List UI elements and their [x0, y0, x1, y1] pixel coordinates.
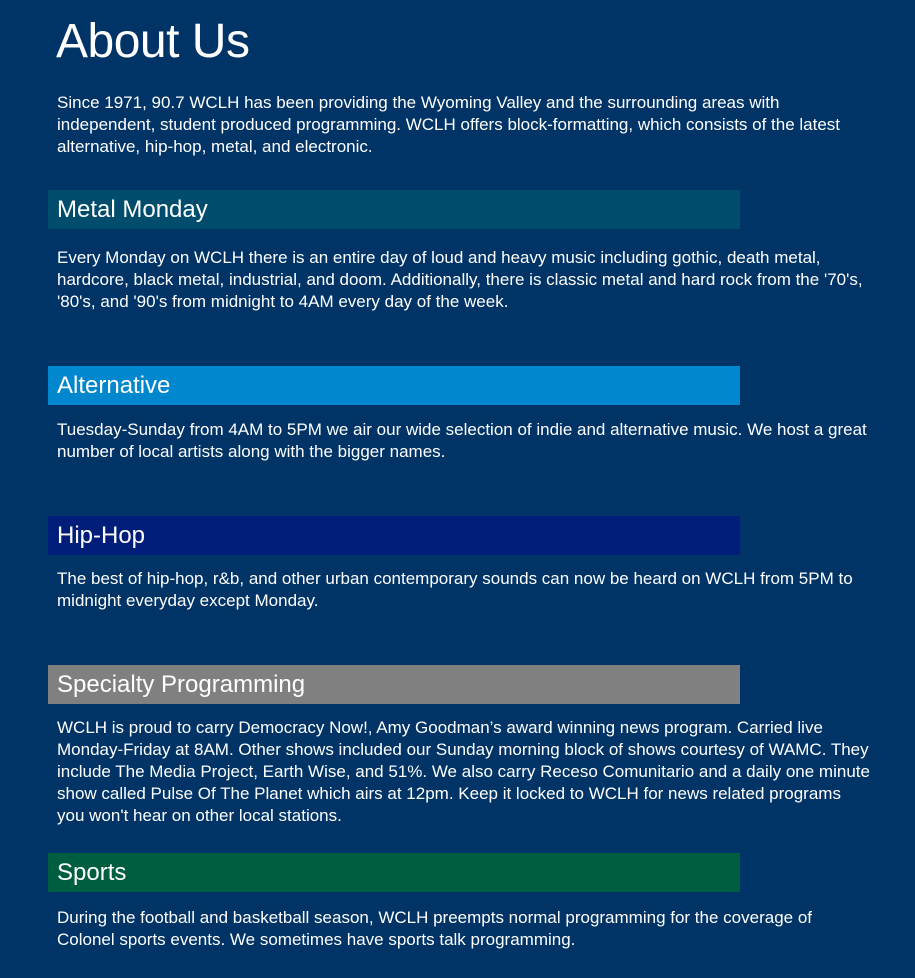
- section-heading: Hip-Hop: [57, 522, 146, 549]
- section-body-sports: During the football and basketball season, WCLH preempts normal programming for the coverage of Colonel sports events. We sometimes have sports talk programming.: [57, 908, 812, 949]
- section-body-hip-hop: The best of hip-hop, r&b, and other urban contemporary sounds can now be heard on WCLH from 5PM to midnight everyday except Monday.: [57, 569, 853, 610]
- page-title: About Us: [56, 15, 250, 68]
- section-body-alternative: Tuesday-Sunday from 4AM to 5PM we air our wide selection of indie and alternative music. We host a great number of local artists along with the bigger names.: [57, 420, 867, 461]
- section-header-metal-monday: [48, 190, 740, 229]
- section-header-alternative: [48, 366, 740, 405]
- section-header-specialty-programming: [48, 665, 740, 704]
- intro-paragraph: Since 1971, 90.7 WCLH has been providing the Wyoming Valley and the surrounding areas with independent, student produced programming. WCLH offers block-formatting, which consists of the latest alternative, hip-hop, metal, and electronic.: [57, 93, 841, 156]
- section-heading: Metal Monday: [57, 196, 208, 223]
- section-body-specialty-programming: WCLH is proud to carry Democracy Now!, Amy Goodman’s award winning news program. Carried live Monday-Friday at 8AM. Other shows included our Sunday morning block of shows courtesy of WAMC. They include The Media Project, Earth Wise, and 51%. We also carry Receso Comunitario and a daily one minute show called Pulse Of The Planet which airs at 12pm. Keep it locked to WCLH for news related programs you won't hear on other local stations.: [57, 718, 870, 825]
- section-heading: Alternative: [57, 372, 171, 399]
- section-body-metal-monday: Every Monday on WCLH there is an entire day of loud and heavy music including gothic, death metal, hardcore, black metal, industrial, and doom. Additionally, there is classic metal and hard rock from the '70's, '80's, and '90's from midnight to 4AM every day of the week.: [57, 248, 863, 311]
- section-heading: Specialty Programming: [57, 671, 306, 698]
- section-heading: Sports: [57, 859, 127, 886]
- section-header-sports: [48, 853, 740, 892]
- section-header-hip-hop: [48, 516, 740, 555]
